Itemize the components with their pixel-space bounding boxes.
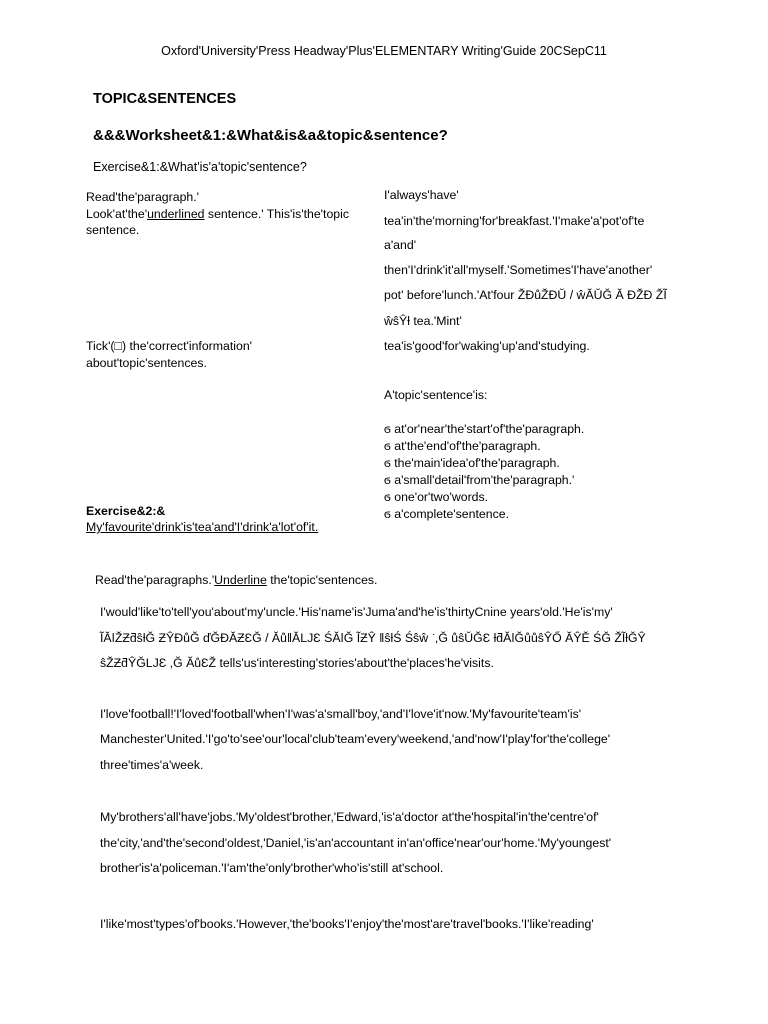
paragraph-line: tea'in'the'morning'for'breakfast.'I'make'a'pot'of'te [384,214,645,228]
paragraph-line: pot' before'lunch.'At'four ŽĐůŽĐŬ / ŵĂŬĞ Ă ĐŽĐ ŽĨ [384,288,667,302]
section-title: TOPIC&SENTENCES [93,91,237,107]
exercise2-subtitle: My'favourite'drink'is'tea'and'I'drink'a'lot'of'it. [86,520,319,534]
look-instruction-line2: sentence. [86,223,140,237]
paragraph-3-line: brother'is'a'policeman.'I'am'the'only'brother'who'is'still at'school. [100,861,444,875]
paragraph-4-line: I'like'most'types'of'books.'However,'the'books'I'enjoy'the'most'are'travel'books.'I'like'reading' [100,917,594,931]
tick-instruction-line1: Tick'(□) the'correct'information' [86,339,253,353]
instruction-underline: Underline [214,573,267,587]
paragraph-line: a'and' [384,238,417,252]
checkbox-option[interactable]: ϭ a'complete'sentence. [384,507,509,521]
look-instruction [86,206,349,223]
instruction-post: the'topic'sentences. [266,573,378,587]
checkbox-option[interactable]: ϭ a'small'detail'from'the'paragraph.' [384,473,575,487]
tick-instruction-line2: about'topic'sentences. [86,356,207,370]
checkbox-option[interactable]: ϭ at'the'end'of'the'paragraph. [384,439,541,453]
page-header: Oxford'University'Press Headway'Plus'ELEMENTARY Writing'Guide 20CSepC11 [161,44,607,58]
paragraph-2-line: three'times'a'week. [100,758,204,772]
paragraph-line: then'I'drink'it'all'myself.'Sometimes'I'have'another' [384,263,653,277]
exercise2-instruction [95,573,377,587]
paragraph-2-line: Manchester'United.'I'go'to'see'our'local'club'team'every'weekend,'and'now'I'play'for'the'college' [100,732,611,746]
paragraph-1-line: ĨĂǀŽƵƌŝƚĞ ƵŶĐůĞ ďĞĐĂƵƐĞ / ĂůǁĂǇƐ ŚĂǀĞ ĨƵŶ ǁŝƚŚ Śŝŵ ͘ ,Ğ ůŝŬĞƐ ƚƌĂǀĞůůŝŶŐ ĂŶĚ ŚĞ ŽĨƚĞŶ [100,631,646,645]
paragraph-line: I'always'have' [384,188,459,202]
paragraph-1-line: I'would'like'to'tell'you'about'my'uncle.'His'name'is'Juma'and'he'is'thirtyCnine years'old.'He'is'my' [100,605,613,619]
exercise2-title: Exercise&2:& [86,504,166,518]
checkbox-option[interactable]: ϭ the'main'idea'of'the'paragraph. [384,456,560,470]
paragraph-3-line: My'brothers'all'have'jobs.'My'oldest'brother,'Edward,'is'a'doctor at'the'hospital'in'the'centre'of' [100,810,599,824]
paragraph-2-line: I'love'football!'I'loved'football'when'I'was'a'small'boy,'and'I'love'it'now.'My'favourite'team'is' [100,707,582,721]
paragraph-line: ŵŝŶƚ tea.'Mint' [384,314,462,328]
look-post: sentence.' This'is'the'topic [204,207,350,221]
exercise1-title: Exercise&1:&What'is'a'topic'sentence? [93,160,307,174]
checkbox-option[interactable]: ϭ at'or'near'the'start'of'the'paragraph. [384,422,585,436]
paragraph-line: tea'is'good'for'waking'up'and'studying. [384,339,590,353]
underlined-word: underlined [147,207,205,221]
look-pre: Look'at'the' [86,207,148,221]
topic-sentence-is-label: A'topic'sentence'is: [384,388,488,402]
paragraph-1-line: ŝŽƵƌŶĞǇƐ ,Ğ ĂůƐŽ tells'us'interesting'stories'about'the'places'he'visits. [100,656,494,670]
read-paragraph-instruction: Read'the'paragraph.' [86,190,200,204]
worksheet-title: &&&Worksheet&1:&What&is&a&topic&sentence? [93,127,448,144]
paragraph-3-line: the'city,'and'the'second'oldest,'Daniel,'is'an'accountant in'an'office'near'our'home.'My'youngest' [100,836,612,850]
checkbox-option[interactable]: ϭ one'or'two'words. [384,490,489,504]
instruction-pre: Read'the'paragraphs.' [95,573,215,587]
